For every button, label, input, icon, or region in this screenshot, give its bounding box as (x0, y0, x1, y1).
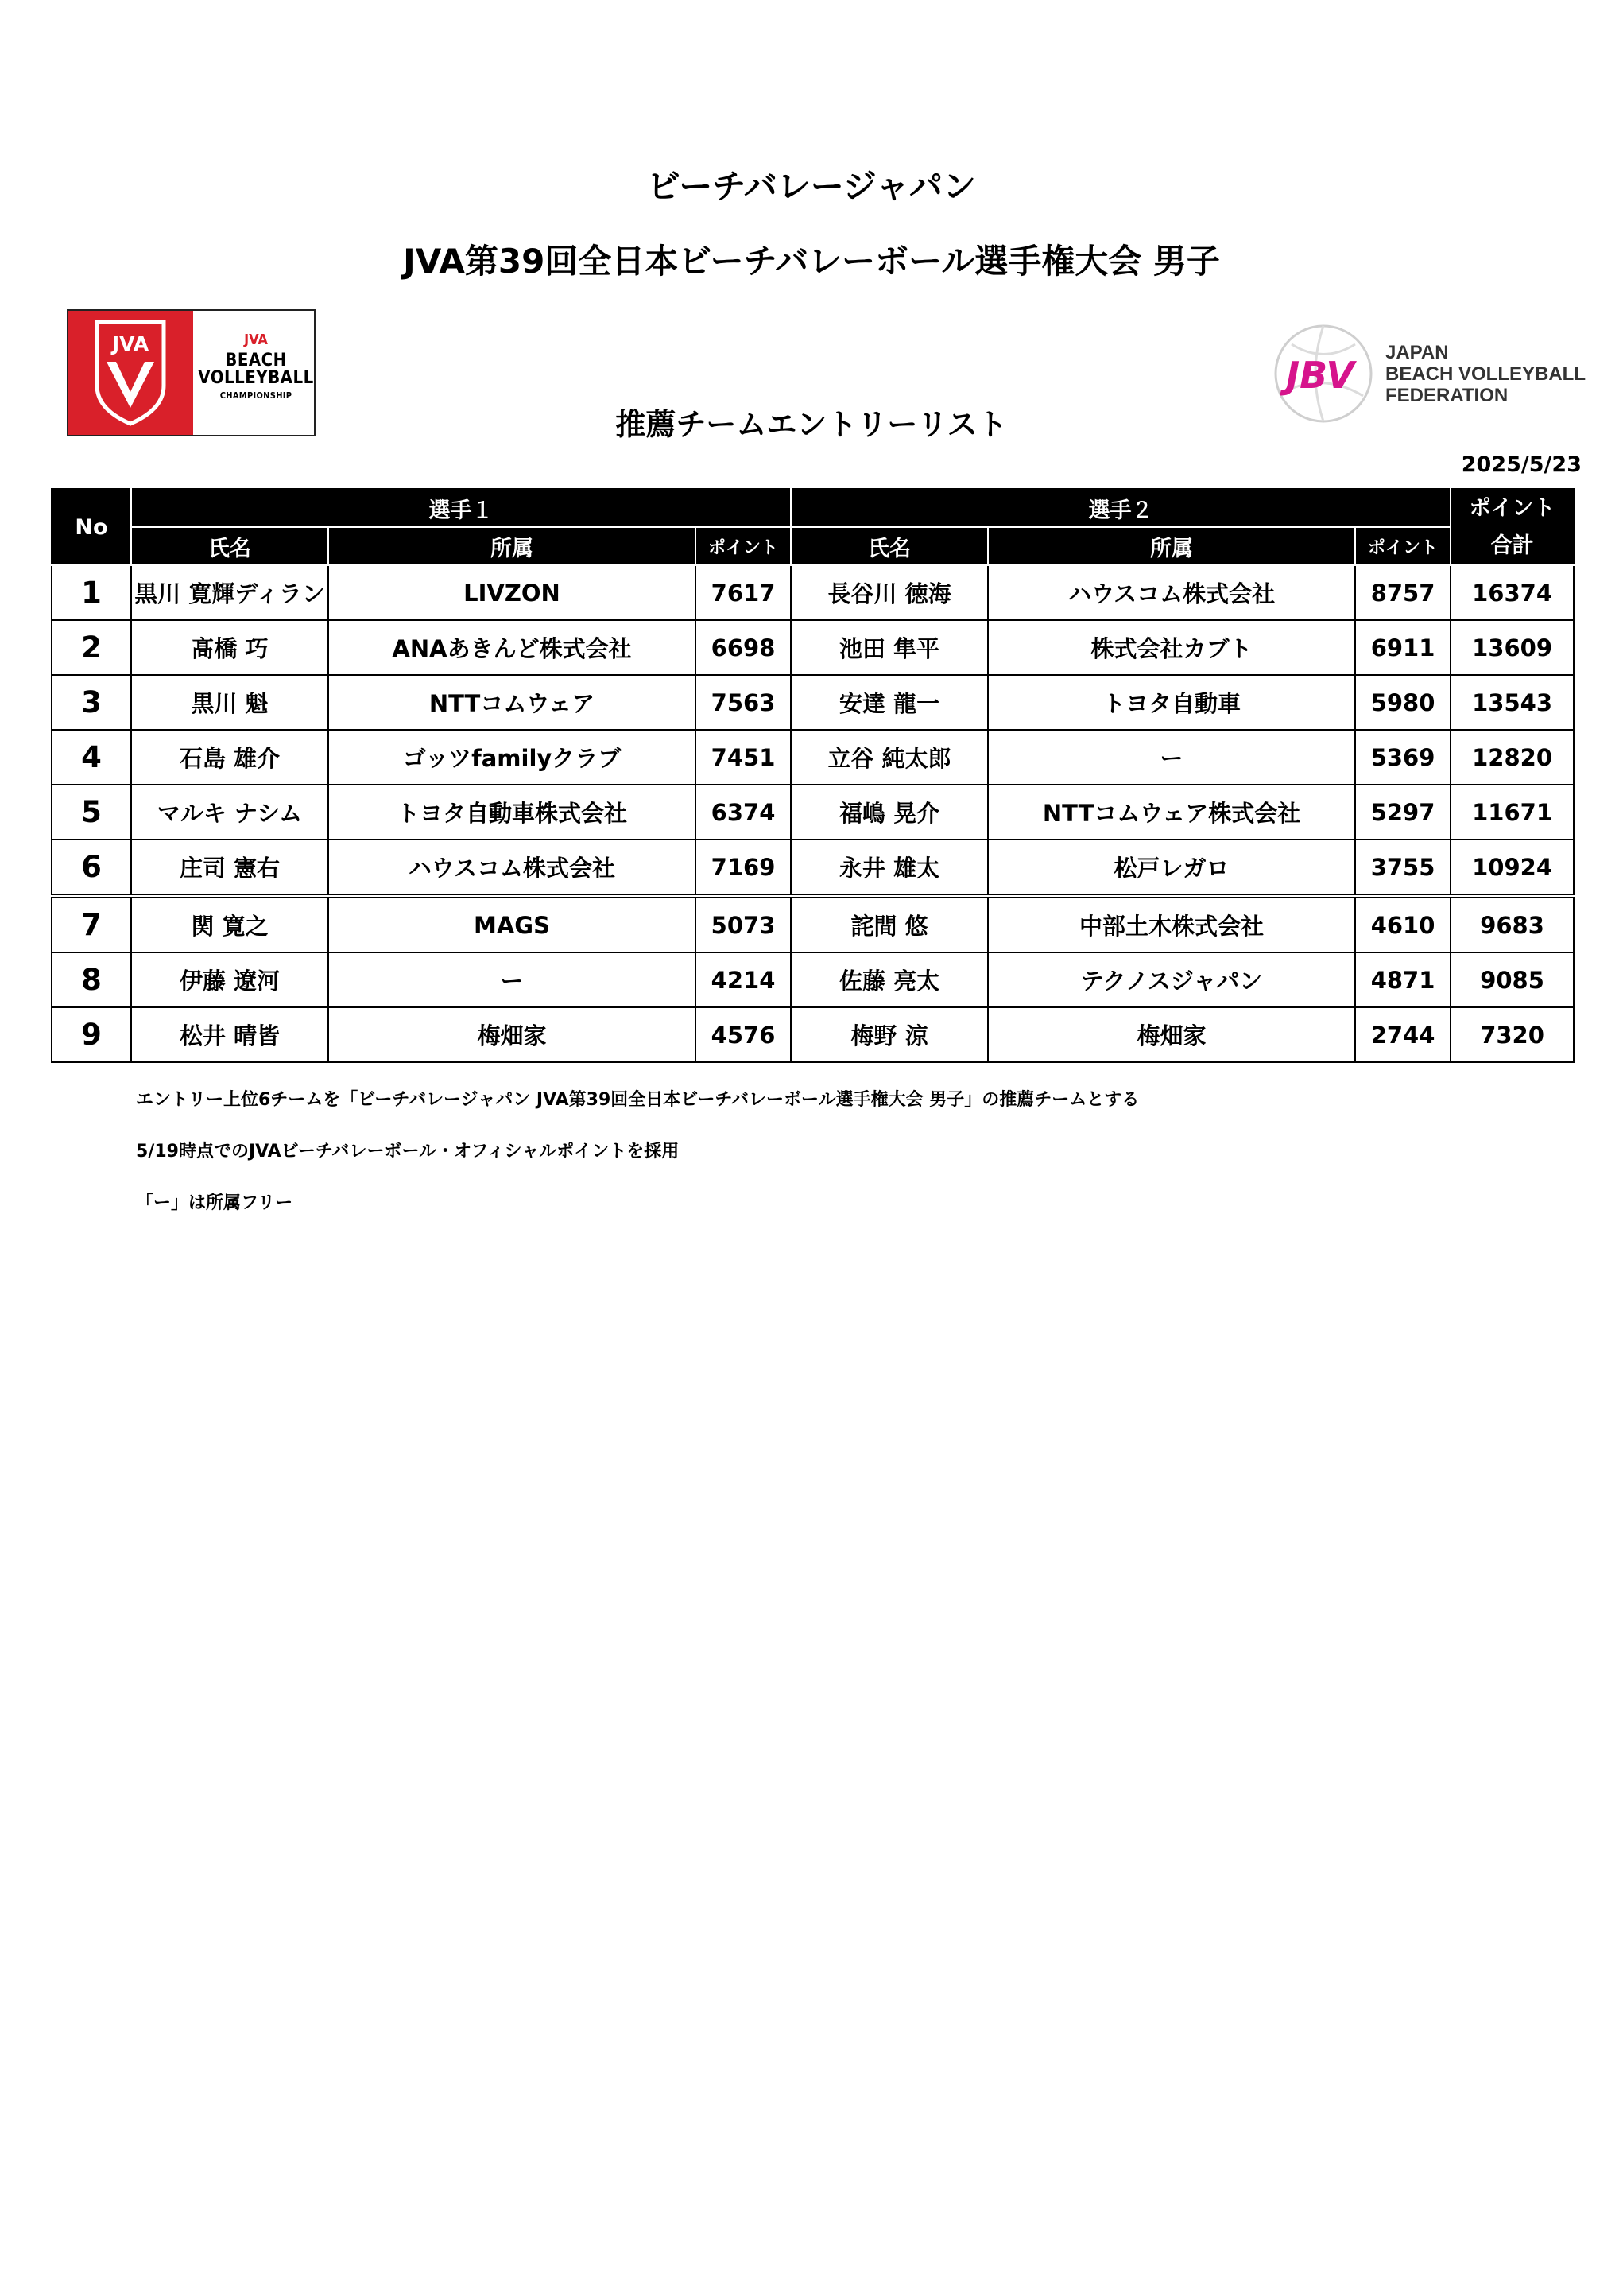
p1-affiliation: トヨタ自動車株式会社 (328, 785, 695, 840)
points-total: 9085 (1451, 952, 1574, 1007)
p1-name: 関 寛之 (131, 896, 328, 952)
p1-affiliation: MAGS (328, 896, 695, 952)
p1-name: 松井 晴皆 (131, 1007, 328, 1062)
logo-left-mark: JVA (111, 332, 149, 355)
p2-affiliation: 株式会社カブト (988, 620, 1355, 675)
p1-points: 4214 (695, 952, 791, 1007)
date: 2025/5/23 (1461, 452, 1582, 477)
table-row (52, 1007, 1574, 1062)
logo-left-text (198, 333, 314, 400)
table-row (52, 675, 1574, 730)
title-line1: ビーチバレージャパン (646, 167, 977, 206)
table-row (52, 730, 1574, 785)
logo-left-line3: CHAMPIONSHIP (219, 390, 292, 401)
p1-affiliation: LIVZON (328, 565, 695, 620)
points-total: 9683 (1451, 896, 1574, 952)
points-total: 16374 (1451, 565, 1574, 620)
p1-affiliation: ANAあきんど株式会社 (328, 620, 695, 675)
row-no: 7 (52, 896, 131, 952)
p2-points: 5980 (1355, 675, 1451, 730)
table-row (52, 952, 1574, 1007)
p2-points: 6911 (1355, 620, 1451, 675)
p2-name: 梅野 涼 (791, 1007, 988, 1062)
row-no: 8 (52, 952, 131, 1007)
logo-left-sub: JVA (244, 332, 268, 348)
p1-points: 4576 (695, 1007, 791, 1062)
p1-name: 黒川 魁 (131, 675, 328, 730)
p1-points: 7617 (695, 565, 791, 620)
header-no: No (52, 489, 131, 565)
row-no: 3 (52, 675, 131, 730)
p1-name: 石島 雄介 (131, 730, 328, 785)
p2-affiliation: 中部土木株式会社 (988, 896, 1355, 952)
p2-name: 福嶋 晃介 (791, 785, 988, 840)
table-row (52, 620, 1574, 675)
p2-affiliation: NTTコムウェア株式会社 (988, 785, 1355, 840)
p1-points: 6374 (695, 785, 791, 840)
header-points-total (1451, 489, 1574, 565)
p2-points: 3755 (1355, 840, 1451, 896)
table-row (52, 896, 1574, 952)
p1-name: 伊藤 遼河 (131, 952, 328, 1007)
p2-points: 4610 (1355, 896, 1451, 952)
p1-affiliation: ハウスコム株式会社 (328, 840, 695, 896)
header-player1: 選手１ (131, 489, 791, 527)
note-points-basis: 5/19時点でのJVAビーチバレーボール・オフィシャルポイントを採用 (136, 1142, 680, 1162)
p2-name: 長谷川 徳海 (791, 565, 988, 620)
list-title: 推薦チームエントリーリスト (615, 407, 1008, 442)
table-row (52, 565, 1574, 620)
p2-affiliation: 梅畑家 (988, 1007, 1355, 1062)
table-row (52, 785, 1574, 840)
logo-right-line1: JAPAN (1385, 342, 1449, 363)
note-recommendation: エントリー上位6チームを「ビーチバレージャパン JVA第39回全日本ビーチバレーボール選手権大会 男子」の推薦チームとする (136, 1090, 1140, 1110)
p2-affiliation: ー (988, 730, 1355, 785)
points-total: 13543 (1451, 675, 1574, 730)
points-total: 11671 (1451, 785, 1574, 840)
logo-right-mark: JBV (1286, 354, 1354, 397)
row-no: 4 (52, 730, 131, 785)
logo-left-line2: VOLLEYBALL (198, 368, 314, 388)
p2-affiliation: 松戸レガロ (988, 840, 1355, 896)
p2-name: 詫間 悠 (791, 896, 988, 952)
p2-name: 佐藤 亮太 (791, 952, 988, 1007)
row-no: 6 (52, 840, 131, 896)
p1-points: 7169 (695, 840, 791, 896)
header-p2-affiliation: 所属 (988, 527, 1355, 565)
points-total: 7320 (1451, 1007, 1574, 1062)
p2-points: 2744 (1355, 1007, 1451, 1062)
points-total: 13609 (1451, 620, 1574, 675)
note-free-affiliation: 「ー」は所属フリー (136, 1193, 293, 1213)
title-line2: JVA第39回全日本ビーチバレーボール選手権大会 男子 (403, 242, 1220, 281)
p2-points: 8757 (1355, 565, 1451, 620)
logo-right-line2: BEACH VOLLEYBALL (1385, 363, 1586, 385)
row-no: 2 (52, 620, 131, 675)
p2-affiliation: ハウスコム株式会社 (988, 565, 1355, 620)
p1-affiliation: ゴッツfamilyクラブ (328, 730, 695, 785)
logo-right-text (1385, 342, 1586, 406)
header-p2-name: 氏名 (791, 527, 988, 565)
header-p2-points: ポイント (1355, 527, 1451, 565)
header-points-total-line2: 合計 (1490, 533, 1534, 558)
header-p1-affiliation: 所属 (328, 527, 695, 565)
header-p1-name: 氏名 (131, 527, 328, 565)
p1-points: 7451 (695, 730, 791, 785)
p2-affiliation: テクノスジャパン (988, 952, 1355, 1007)
p1-name: 黒川 寛輝ディラン (131, 565, 328, 620)
header-player2: 選手２ (791, 489, 1451, 527)
points-total: 10924 (1451, 840, 1574, 896)
p1-name: 庄司 憲右 (131, 840, 328, 896)
header-p1-points: ポイント (695, 527, 791, 565)
p2-name: 立谷 純太郎 (791, 730, 988, 785)
row-no: 1 (52, 565, 131, 620)
row-no: 5 (52, 785, 131, 840)
p2-points: 5297 (1355, 785, 1451, 840)
table-row (52, 840, 1574, 896)
p2-points: 5369 (1355, 730, 1451, 785)
p1-name: 髙橋 巧 (131, 620, 328, 675)
logo-left-line1: BEACH (225, 351, 287, 370)
p1-affiliation: ー (328, 952, 695, 1007)
points-total: 12820 (1451, 730, 1574, 785)
p2-name: 池田 隼平 (791, 620, 988, 675)
logo-right-line3: FEDERATION (1385, 385, 1509, 406)
p2-name: 永井 雄太 (791, 840, 988, 896)
p1-points: 7563 (695, 675, 791, 730)
p1-name: マルキ ナシム (131, 785, 328, 840)
p2-points: 4871 (1355, 952, 1451, 1007)
p1-affiliation: NTTコムウェア (328, 675, 695, 730)
p1-points: 6698 (695, 620, 791, 675)
row-no: 9 (52, 1007, 131, 1062)
p1-points: 5073 (695, 896, 791, 952)
entry-table (51, 488, 1575, 1063)
p2-name: 安達 龍一 (791, 675, 988, 730)
p2-affiliation: トヨタ自動車 (988, 675, 1355, 730)
header-points-total-line1: ポイント (1469, 496, 1555, 521)
p1-affiliation: 梅畑家 (328, 1007, 695, 1062)
